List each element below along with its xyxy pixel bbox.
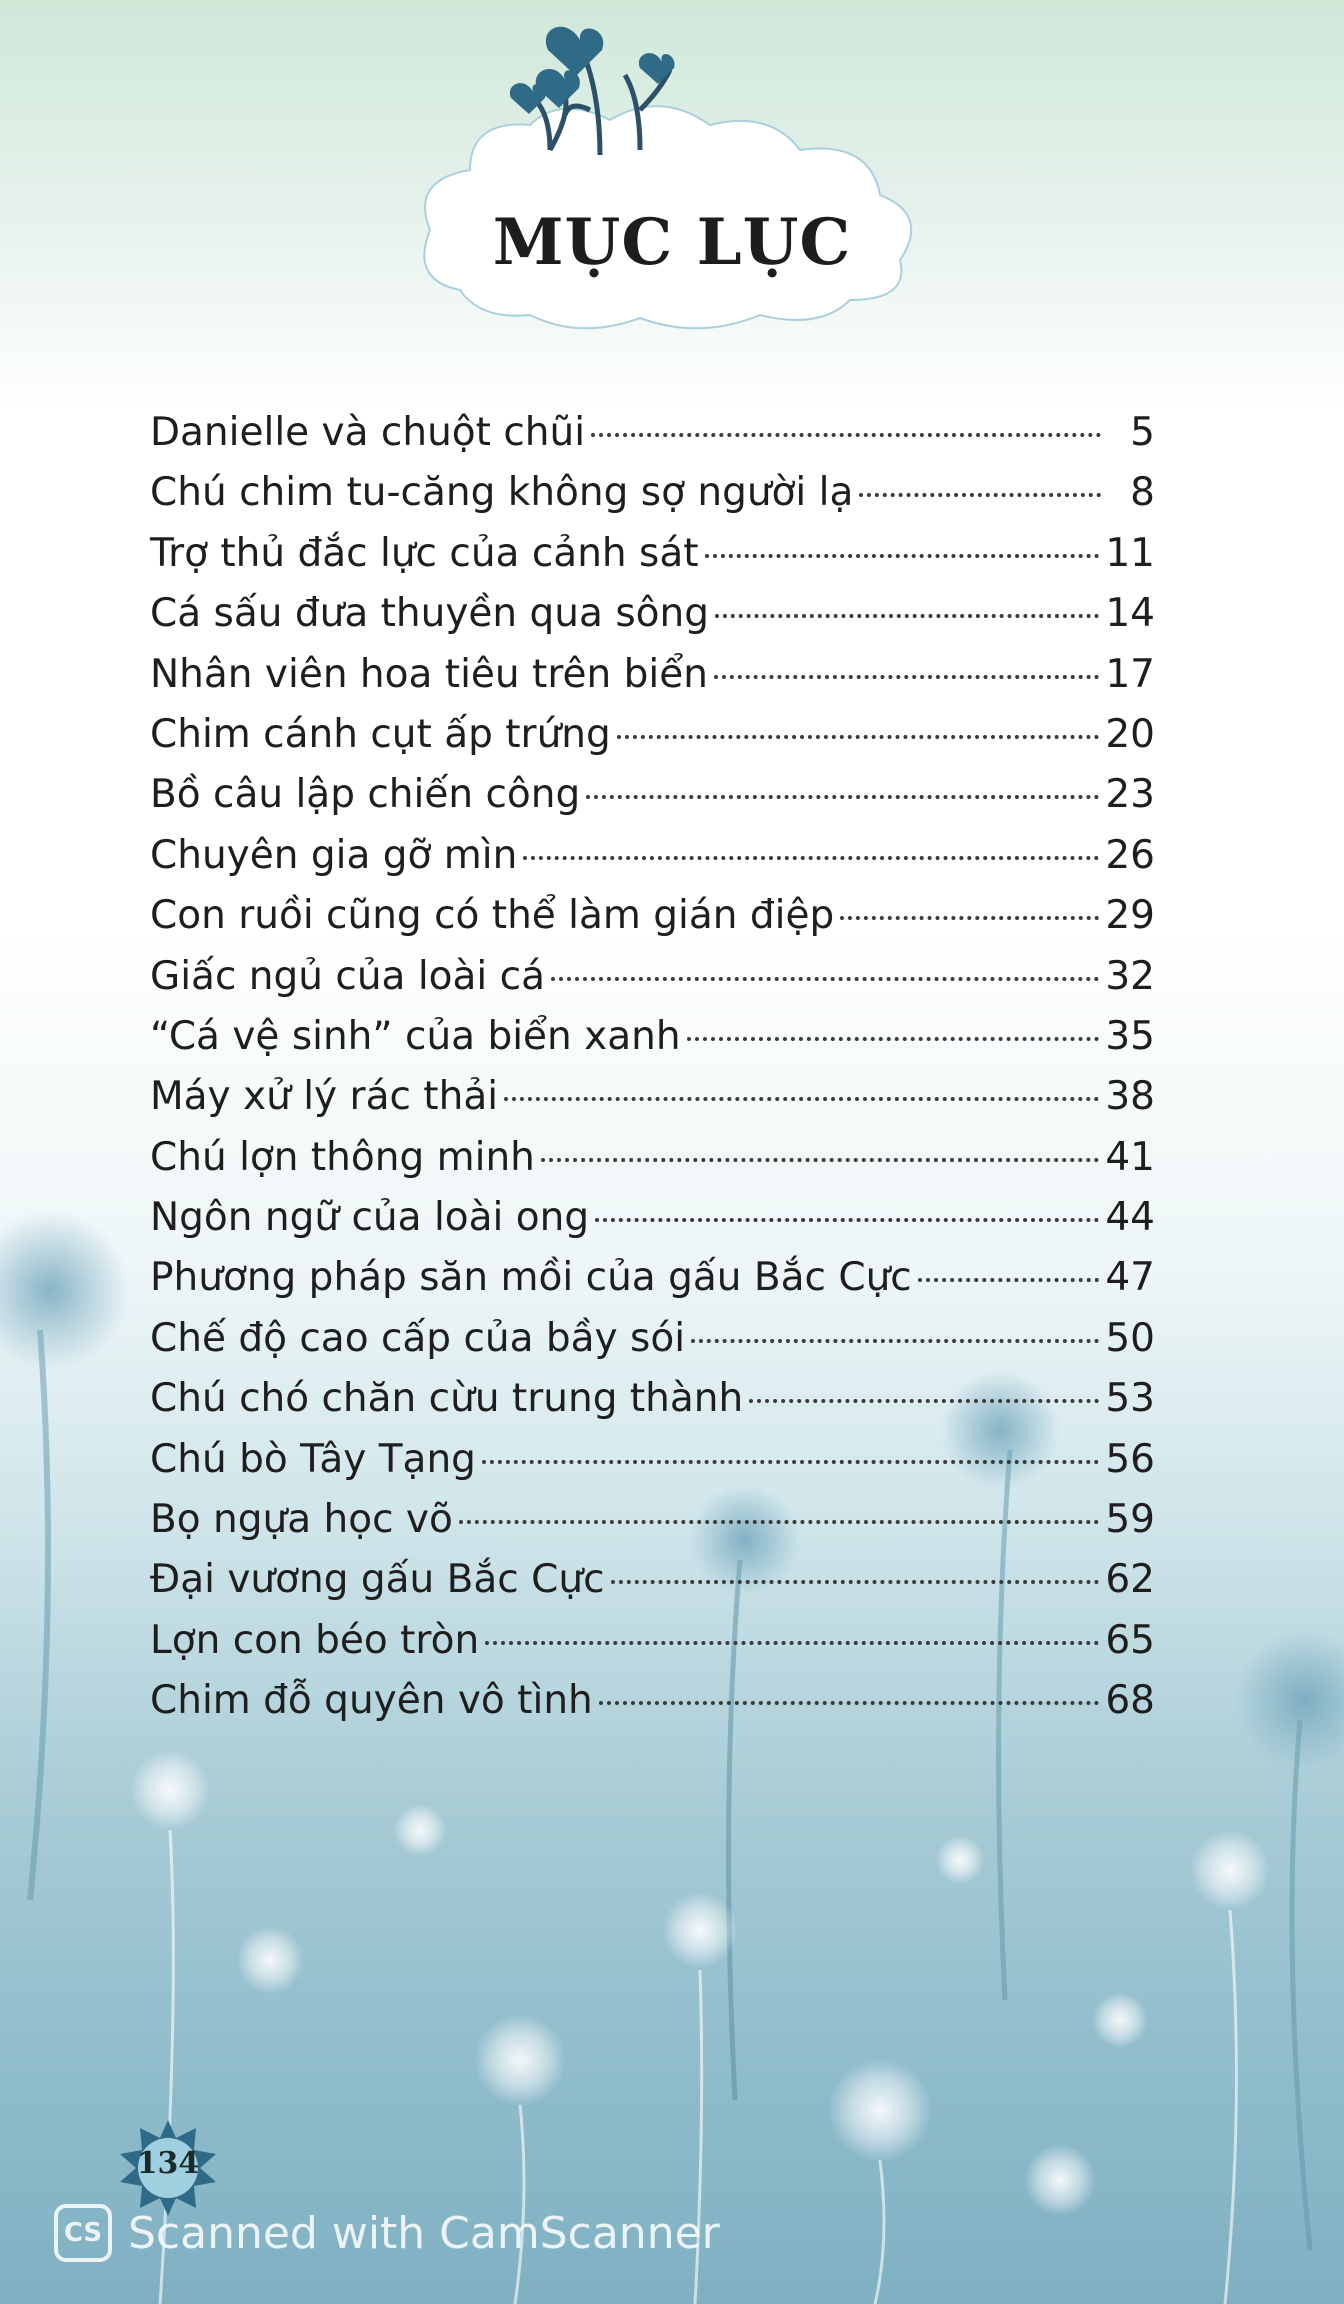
toc-entry-page-number: 14: [1105, 591, 1155, 637]
toc-entry-page-number: 44: [1105, 1195, 1155, 1241]
table-of-contents: [150, 410, 1155, 1739]
toc-entry-page-number: 56: [1105, 1436, 1155, 1482]
dot-leader: [459, 1520, 1100, 1524]
toc-entry: [150, 1135, 1155, 1195]
toc-entry-title: Lợn con béo tròn: [150, 1617, 480, 1663]
camscanner-watermark: [54, 2200, 720, 2266]
toc-entry: [150, 1255, 1155, 1315]
dot-leader: [714, 675, 1099, 679]
toc-entry: [150, 652, 1155, 712]
dot-leader: [586, 795, 1099, 799]
toc-entry-title: Bọ ngựa học võ: [150, 1497, 453, 1543]
camscanner-logo-icon: CS: [54, 2204, 112, 2262]
toc-entry: [150, 1376, 1155, 1436]
toc-entry: [150, 531, 1155, 591]
toc-entry-title: Bồ câu lập chiến công: [150, 772, 581, 818]
toc-entry: [150, 1316, 1155, 1376]
dot-leader: [611, 1580, 1100, 1584]
toc-entry-page-number: 50: [1105, 1315, 1155, 1361]
toc-entry-page-number: 5: [1130, 410, 1155, 455]
toc-entry-page-number: 62: [1105, 1557, 1155, 1603]
dot-leader: [687, 1037, 1100, 1041]
toc-entry-title: Chim cánh cụt ấp trứng: [150, 711, 611, 757]
dot-leader: [918, 1278, 1100, 1282]
toc-entry-title: Chú chim tu-căng không sợ người lạ: [150, 470, 854, 516]
watermark-text: Scanned with CamScanner: [128, 2207, 720, 2259]
toc-entry: [150, 1618, 1155, 1678]
toc-entry-title: “Cá vệ sinh” của biển xanh: [150, 1013, 681, 1059]
toc-entry-title: Phương pháp săn mồi của gấu Bắc Cực: [150, 1255, 912, 1301]
toc-entry-page-number: 53: [1105, 1376, 1155, 1422]
toc-entry-page-number: 11: [1105, 530, 1155, 576]
toc-entry-title: Nhân viên hoa tiêu trên biển: [150, 651, 708, 697]
toc-entry-page-number: 26: [1105, 832, 1155, 878]
toc-entry-page-number: 38: [1105, 1074, 1155, 1120]
dot-leader: [691, 1339, 1099, 1343]
toc-entry-title: Cá sấu đưa thuyền qua sông: [150, 591, 709, 637]
toc-entry: [150, 470, 1155, 530]
toc-entry-title: Giấc ngủ của loài cá: [150, 953, 546, 999]
dot-leader: [482, 1460, 1099, 1464]
toc-entry-title: Danielle và chuột chũi: [150, 410, 586, 455]
toc-entry-page-number: 65: [1105, 1617, 1155, 1663]
dot-leader: [504, 1097, 1099, 1101]
dot-leader: [541, 1158, 1099, 1162]
toc-entry: [150, 410, 1155, 470]
cloud-title-decoration: [400, 0, 960, 360]
dot-leader: [705, 554, 1100, 558]
toc-entry-page-number: 59: [1105, 1497, 1155, 1543]
dot-leader: [523, 856, 1099, 860]
toc-entry-page-number: 23: [1105, 772, 1155, 818]
toc-entry-title: Con ruồi cũng có thể làm gián điệp: [150, 893, 835, 939]
dot-leader: [617, 735, 1100, 739]
toc-entry: [150, 1678, 1155, 1738]
toc-entry: [150, 1497, 1155, 1557]
dot-leader: [485, 1641, 1099, 1645]
toc-entry-title: Chú bò Tây Tạng: [150, 1436, 476, 1482]
toc-entry-title: Máy xử lý rác thải: [150, 1074, 499, 1120]
toc-entry-page-number: 29: [1105, 893, 1155, 939]
dot-leader: [840, 916, 1099, 920]
toc-entry: [150, 1557, 1155, 1617]
toc-entry-title: Ngôn ngữ của loài ong: [150, 1195, 590, 1241]
toc-entry-title: Chú chó chăn cừu trung thành: [150, 1376, 744, 1422]
toc-entry-page-number: 32: [1105, 953, 1155, 999]
page-title: MỤC LỤC: [492, 205, 852, 280]
toc-entry: [150, 591, 1155, 651]
toc-entry: [150, 1014, 1155, 1074]
toc-entry-page-number: 17: [1105, 651, 1155, 697]
toc-entry-page-number: 35: [1105, 1013, 1155, 1059]
toc-entry-page-number: 41: [1105, 1134, 1155, 1180]
dot-leader: [551, 977, 1099, 981]
toc-entry-title: Trợ thủ đắc lực của cảnh sát: [150, 530, 699, 576]
dot-leader: [859, 493, 1101, 497]
toc-entry: [150, 954, 1155, 1014]
dot-leader: [591, 433, 1101, 437]
toc-entry: [150, 1437, 1155, 1497]
dot-leader: [715, 614, 1099, 618]
page-number: 134: [136, 2146, 200, 2181]
toc-entry-title: Chú lợn thông minh: [150, 1134, 535, 1180]
toc-entry: [150, 1195, 1155, 1255]
toc-entry-title: Chế độ cao cấp của bầy sói: [150, 1315, 686, 1361]
toc-entry-page-number: 20: [1105, 711, 1155, 757]
toc-entry-page-number: 47: [1105, 1255, 1155, 1301]
toc-entry-title: Đại vương gấu Bắc Cực: [150, 1557, 605, 1603]
toc-entry-title: Chuyên gia gỡ mìn: [150, 832, 518, 878]
toc-entry-page-number: 68: [1105, 1678, 1155, 1724]
toc-entry-page-number: 8: [1130, 470, 1155, 516]
toc-entry: [150, 893, 1155, 953]
dot-leader: [599, 1701, 1100, 1705]
toc-entry: [150, 1074, 1155, 1134]
toc-entry: [150, 772, 1155, 832]
toc-entry-title: Chim đỗ quyên vô tình: [150, 1678, 593, 1724]
toc-entry: [150, 712, 1155, 772]
toc-entry: [150, 833, 1155, 893]
dot-leader: [749, 1399, 1099, 1403]
dot-leader: [595, 1218, 1099, 1222]
